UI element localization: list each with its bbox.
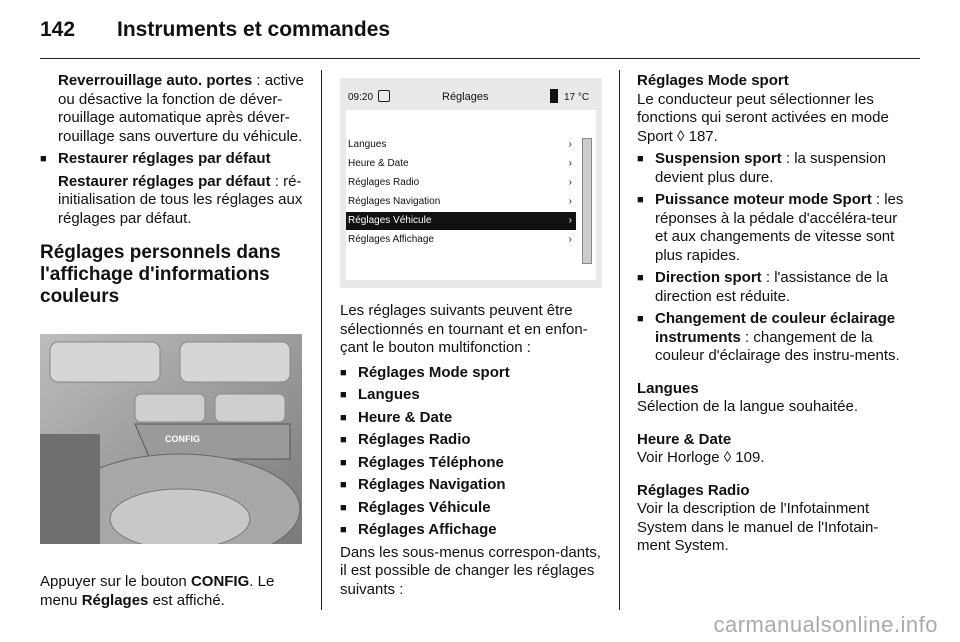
- thermometer-icon: [550, 89, 558, 103]
- text-langues: Sélection de la langue souhaitée.: [637, 398, 859, 415]
- settings-bullet-item: ■ Réglages Affichage: [340, 521, 606, 540]
- screen-menu-item: Réglages Radio ›: [346, 174, 576, 192]
- text-reglages-radio: Voir la description de l'Infotainment System dans le manuel de l'Infotain-ment System.: [637, 500, 879, 554]
- heading-mode-sport: Réglages Mode sport: [637, 72, 789, 89]
- paragraph-restaurer: Restaurer réglages par défaut : ré-initialisation de tous les réglages aux réglages par défaut.: [58, 172, 303, 227]
- bullet-restaurer: ■ Restaurer réglages par défaut: [40, 150, 306, 169]
- settings-bullet-item: ■ Réglages Mode sport: [340, 364, 606, 383]
- outro-text: Dans les sous-menus correspon-dants, il est possible de changer les réglages suivants :: [340, 543, 601, 598]
- heading-langues: Langues: [637, 379, 699, 397]
- settings-bullet-item: ■ Heure & Date: [340, 409, 606, 428]
- screen-menu-item: Langues ›: [346, 136, 576, 154]
- screen-time: 09:20: [348, 92, 374, 103]
- settings-bullet-item: ■ Réglages Radio: [340, 431, 606, 450]
- watermark: carmanualsonline.info: [713, 612, 938, 637]
- screen-menu-item: Réglages Affichage ›: [346, 231, 576, 249]
- bullet-puissance: ■ Puissance moteur mode Sport : les réponses à la pédale d'accéléra-teur et aux changements de vitesse sont plus rapides.: [637, 191, 907, 265]
- chevron-right-icon: ›: [568, 139, 572, 150]
- screen-menu-item: Réglages Navigation ›: [346, 193, 576, 211]
- screen-scrollbar: [582, 138, 592, 264]
- config-button-photo: [40, 334, 302, 544]
- column-1: [40, 72, 306, 308]
- chevron-right-icon: ›: [568, 234, 572, 245]
- intro-text: Les réglages suivants peuvent être sélectionnés en tournant et en enfon-çant le bouton multifonction :: [340, 302, 588, 356]
- bullet-suspension: ■ Suspension sport : la suspension devient plus dure.: [637, 150, 907, 187]
- text-heure-date: Voir Horloge ◊ 109.: [637, 449, 765, 466]
- config-label: CONFIG: [165, 434, 200, 444]
- settings-bullet-item: ■ Réglages Téléphone: [340, 454, 606, 473]
- column-2: [340, 302, 606, 599]
- heading-heure-date: Heure & Date: [637, 430, 732, 448]
- screen-temperature: 17 °C: [564, 92, 590, 103]
- paragraph-reverrouillage: Reverrouillage auto. portes : active ou désactive la fonction de déver-rouillage automatique après déver-rouillage sans ouverture du véhicule.: [58, 72, 304, 145]
- heading-reglages-radio: Réglages Radio: [637, 481, 750, 499]
- section-heading: Réglages personnels dans l'affichage d'informations couleurs: [40, 242, 281, 307]
- page-title: Instruments et commandes: [117, 18, 391, 41]
- screen-title: Réglages: [442, 91, 489, 103]
- column-divider-1: [321, 70, 322, 610]
- photo-caption: Appuyer sur le bouton CONFIG. Le menu Réglages est affiché.: [40, 573, 275, 609]
- page-number: 142: [40, 18, 76, 41]
- header-rule: [40, 58, 920, 59]
- chevron-right-icon: ›: [568, 158, 572, 169]
- settings-bullet-item: ■ Réglages Véhicule: [340, 499, 606, 518]
- settings-bullet-item: ■ Langues: [340, 386, 606, 405]
- page-header: [40, 18, 920, 48]
- chevron-right-icon: ›: [568, 196, 572, 207]
- column-divider-2: [619, 70, 620, 610]
- text-mode-sport: Le conducteur peut sélectionner les fonctions qui seront activées en mode Sport ◊ 187.: [637, 90, 889, 145]
- back-icon: [378, 90, 390, 102]
- chevron-right-icon: ›: [568, 177, 572, 188]
- bullet-eclairage: ■ Changement de couleur éclairage instruments : changement de la couleur d'éclairage des instru-ments.: [637, 310, 907, 366]
- screen-menu-item: Heure & Date ›: [346, 155, 576, 173]
- screen-status-bar: [346, 88, 596, 108]
- chevron-right-icon: ›: [568, 215, 572, 226]
- column-3: [637, 72, 907, 556]
- screen-menu-item: Réglages Véhicule ›: [346, 212, 576, 230]
- settings-bullet-item: ■ Réglages Navigation: [340, 476, 606, 495]
- bullet-direction: ■ Direction sport : l'assistance de la direction est réduite.: [637, 269, 907, 306]
- reglages-screen-image: [340, 78, 602, 288]
